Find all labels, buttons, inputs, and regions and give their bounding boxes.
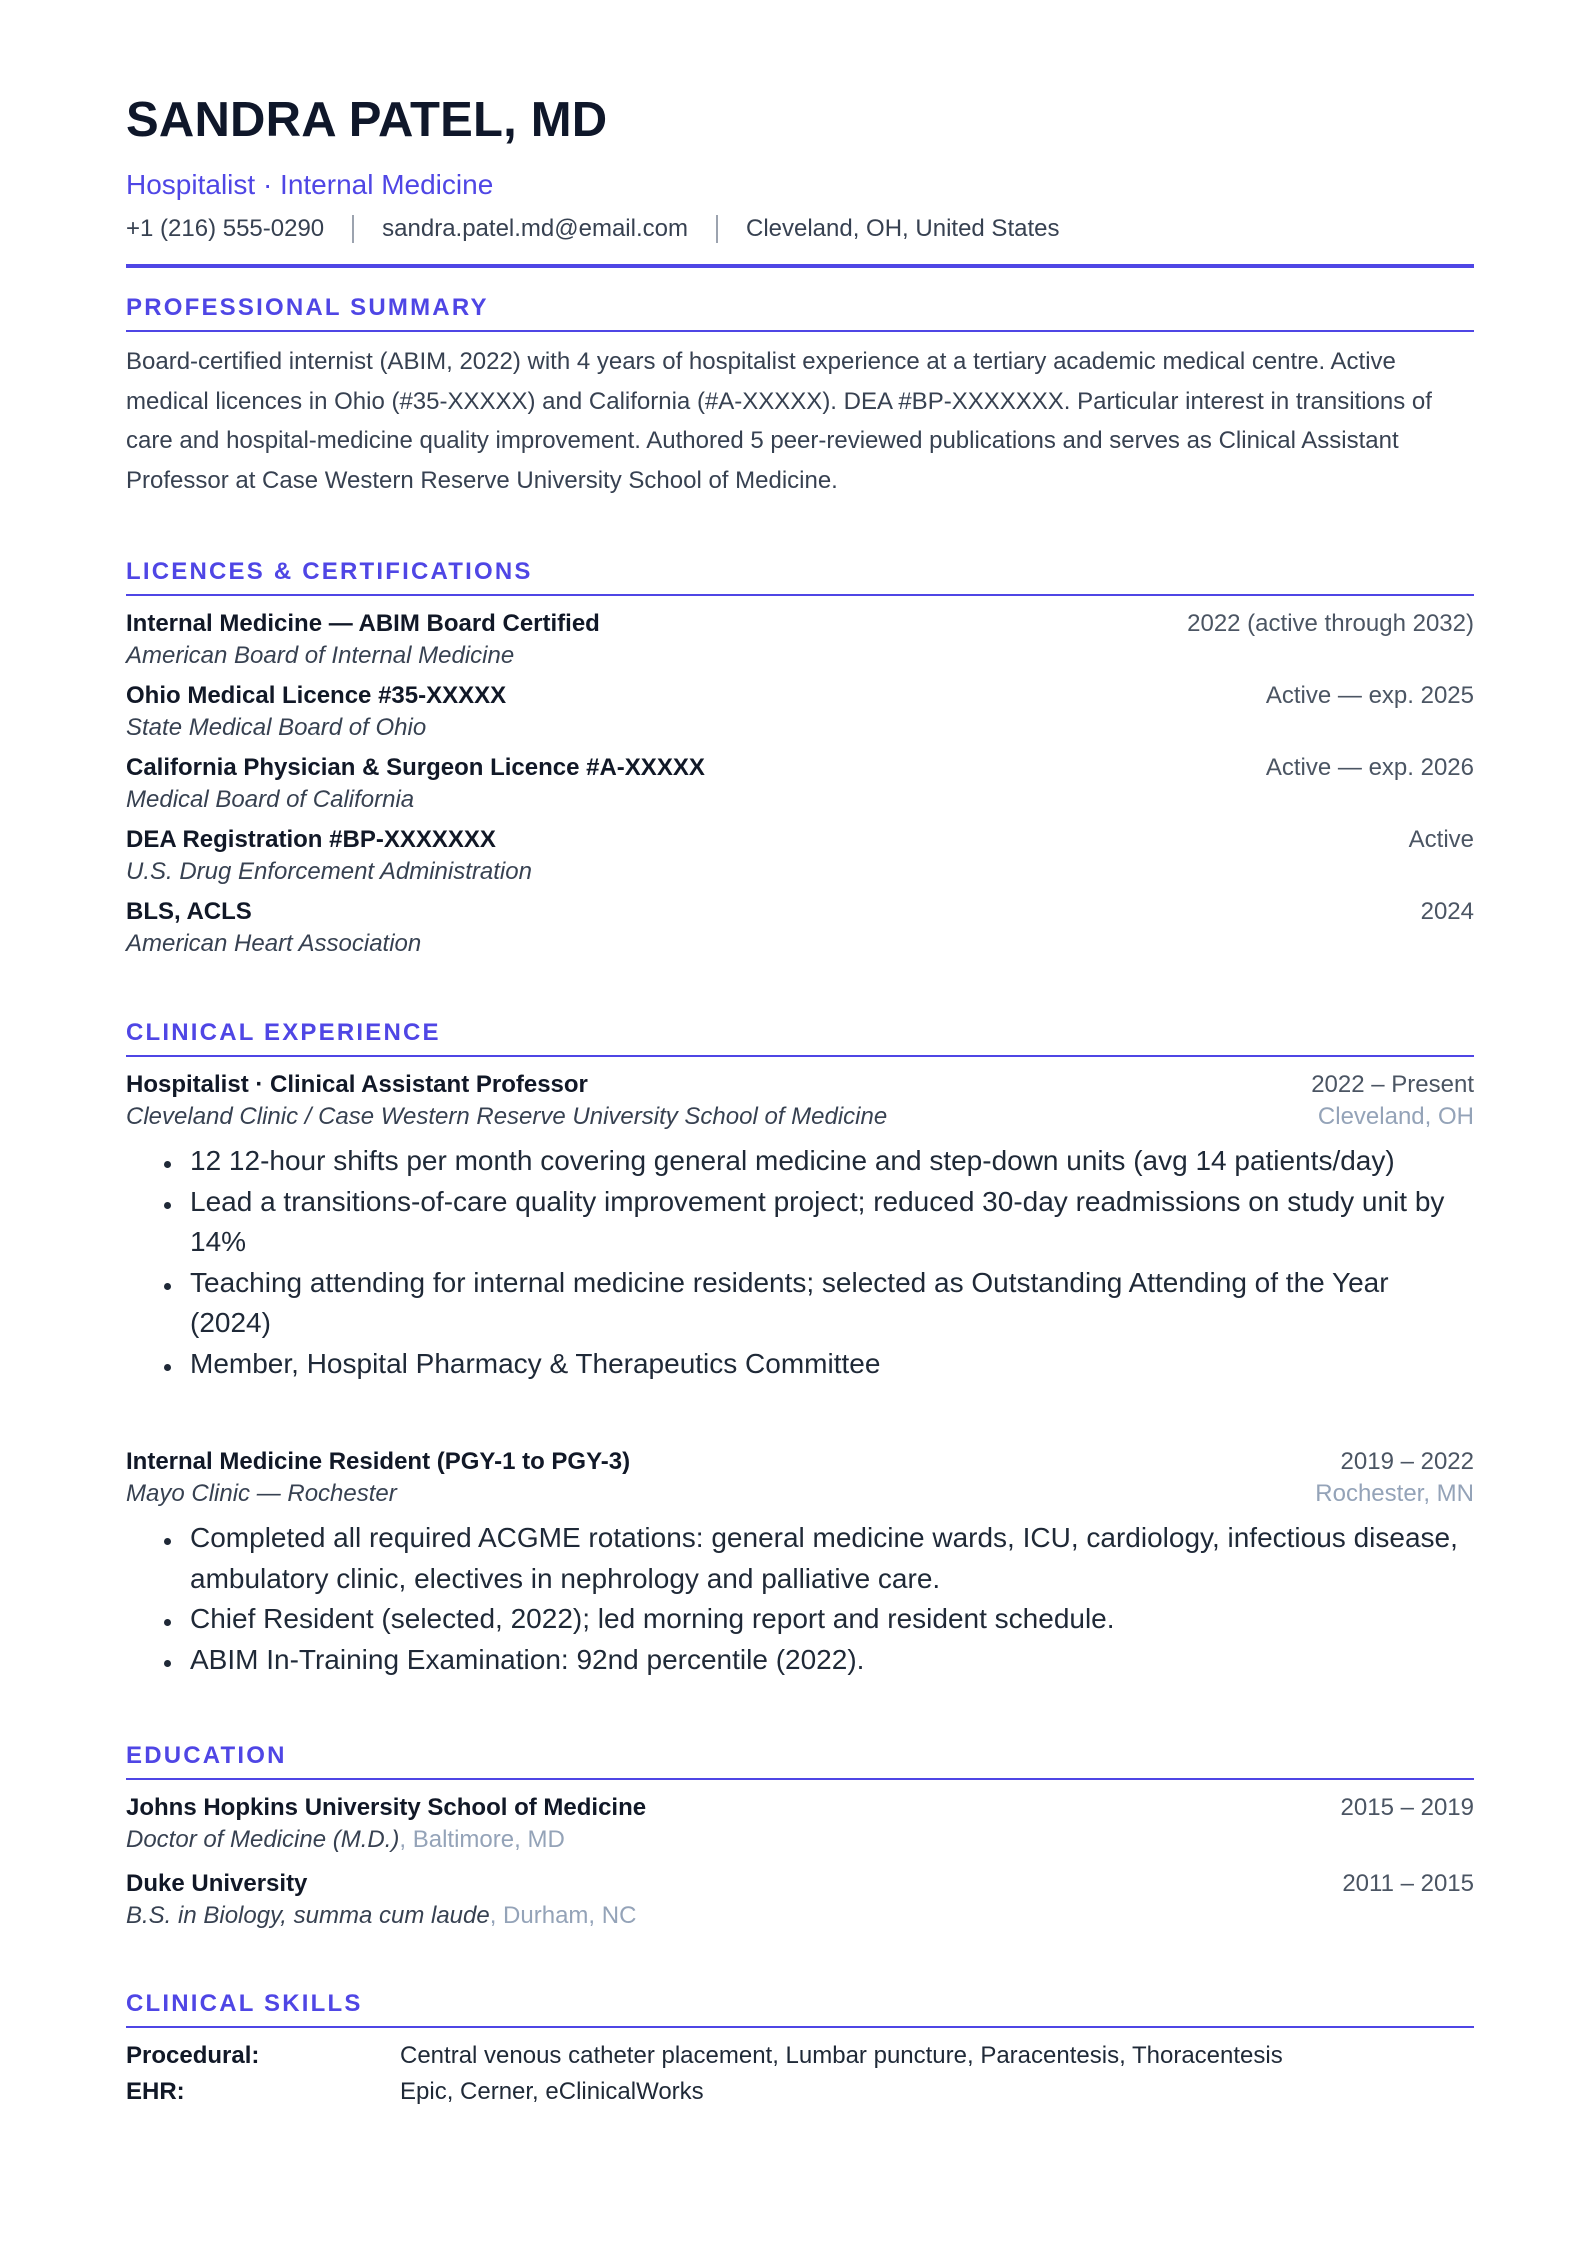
section-title-summary: PROFESSIONAL SUMMARY xyxy=(126,292,1474,332)
licence-status: Active xyxy=(1408,826,1474,853)
job-dates: 2019 – 2022 xyxy=(1340,1448,1474,1475)
education-entry xyxy=(126,1868,1474,1932)
education-dates: 2015 – 2019 xyxy=(1340,1794,1474,1821)
job-organization: Cleveland Clinic / Case Western Reserve University School of Medicine xyxy=(126,1103,888,1130)
section-title-skills: CLINICAL SKILLS xyxy=(126,1988,1474,2028)
licence-item xyxy=(126,752,1474,816)
licence-status: 2022 (active through 2032) xyxy=(1187,610,1474,637)
licence-issuer: American Board of Internal Medicine xyxy=(126,642,515,669)
skill-value: Epic, Cerner, eClinicalWorks xyxy=(400,2078,704,2105)
contact-divider xyxy=(352,215,354,243)
licence-issuer: U.S. Drug Enforcement Administration xyxy=(126,858,532,885)
school-name: Johns Hopkins University School of Medicine xyxy=(126,1794,647,1821)
contact-divider xyxy=(716,215,718,243)
licence-item xyxy=(126,680,1474,744)
job-bullets xyxy=(126,1141,1474,1384)
licence-name: DEA Registration #BP-XXXXXXX xyxy=(126,826,496,853)
contact-location: Cleveland, OH, United States xyxy=(745,215,1060,242)
summary-text: Board-certified internist (ABIM, 2022) with 4 years of hospitalist experience at a tertiary academic medical centre. Active medical licences in Ohio (#35-XXXXX) and California (#A-XXXXX). DEA #BP-XXXXXXX. Particular interest in transitions of care and hospital-medicine quality improvement. Authored 5 peer-reviewed publications and serves as Clinical Assistant Professor at Case Western Reserve University School of Medicine. xyxy=(126,348,1432,494)
skill-label: Procedural: xyxy=(126,2042,260,2069)
licence-name: Internal Medicine — ABIM Board Certified xyxy=(126,610,600,637)
licence-issuer: Medical Board of California xyxy=(126,786,415,813)
job-location: Rochester, MN xyxy=(1315,1480,1474,1507)
licence-status: Active — exp. 2025 xyxy=(1265,682,1474,709)
licence-item xyxy=(126,896,1474,960)
licence-item xyxy=(126,608,1474,672)
licence-issuer: State Medical Board of Ohio xyxy=(126,714,427,741)
list-item: ABIM In-Training Examination: 92nd percentile (2022). xyxy=(126,1640,1474,1681)
experience-entry xyxy=(126,1069,1474,1384)
skill-value: Central venous catheter placement, Lumbar puncture, Paracentesis, Thoracentesis xyxy=(400,2042,1283,2069)
list-item: Completed all required ACGME rotations: general medicine wards, ICU, cardiology, infectious disease, ambulatory clinic, electives in nephrology and palliative care. xyxy=(126,1518,1474,1599)
licence-issuer: American Heart Association xyxy=(126,930,422,957)
job-role: Hospitalist · Clinical Assistant Professor xyxy=(126,1071,588,1098)
job-organization: Mayo Clinic — Rochester xyxy=(126,1480,397,1507)
degree-line xyxy=(126,1824,1474,1856)
education-entry xyxy=(126,1792,1474,1856)
licence-status: Active — exp. 2026 xyxy=(1265,754,1474,781)
licence-item xyxy=(126,824,1474,888)
header-rule xyxy=(126,264,1474,268)
candidate-name: SANDRA PATEL, MD xyxy=(126,93,608,147)
section-title-licences: LICENCES & CERTIFICATIONS xyxy=(126,556,1474,596)
experience-entry xyxy=(126,1446,1474,1680)
section-title-experience: CLINICAL EXPERIENCE xyxy=(126,1017,1474,1057)
skill-row xyxy=(126,2074,1474,2110)
education-place: , Durham, NC xyxy=(489,1902,637,1929)
degree-line xyxy=(126,1900,1474,1932)
licence-name: California Physician & Surgeon Licence #A-XXXXX xyxy=(126,754,705,781)
school-name: Duke University xyxy=(126,1870,308,1897)
education-place: , Baltimore, MD xyxy=(399,1826,565,1853)
licence-name: Ohio Medical Licence #35-XXXXX xyxy=(126,682,507,709)
licence-name: BLS, ACLS xyxy=(126,898,252,925)
skill-label: EHR: xyxy=(126,2078,185,2105)
degree: B.S. in Biology, summa cum laude xyxy=(126,1902,490,1929)
candidate-title: Hospitalist · Internal Medicine xyxy=(126,169,494,200)
job-bullets xyxy=(126,1518,1474,1680)
list-item: Chief Resident (selected, 2022); led morning report and resident schedule. xyxy=(126,1599,1474,1640)
degree: Doctor of Medicine (M.D.) xyxy=(126,1826,400,1853)
skills-list xyxy=(126,2038,1474,2110)
job-dates: 2022 – Present xyxy=(1311,1071,1474,1098)
skill-row xyxy=(126,2038,1474,2074)
list-item: 12 12-hour shifts per month covering general medicine and step-down units (avg 14 patients/day) xyxy=(126,1141,1474,1182)
list-item: Teaching attending for internal medicine residents; selected as Outstanding Attending of the Year (2024) xyxy=(126,1263,1474,1344)
job-role: Internal Medicine Resident (PGY-1 to PGY-3) xyxy=(126,1448,631,1475)
section-title-education: EDUCATION xyxy=(126,1740,1474,1780)
list-item: Member, Hospital Pharmacy & Therapeutics Committee xyxy=(126,1344,1474,1385)
licence-status: 2024 xyxy=(1420,898,1474,925)
education-dates: 2011 – 2015 xyxy=(1342,1870,1474,1897)
contact-email: sandra.patel.md@email.com xyxy=(382,215,688,242)
list-item: Lead a transitions-of-care quality improvement project; reduced 30-day readmissions on study unit by 14% xyxy=(126,1182,1474,1263)
contact-phone: +1 (216) 555-0290 xyxy=(126,215,325,242)
contact-line xyxy=(126,212,1059,246)
job-location: Cleveland, OH xyxy=(1317,1103,1474,1130)
